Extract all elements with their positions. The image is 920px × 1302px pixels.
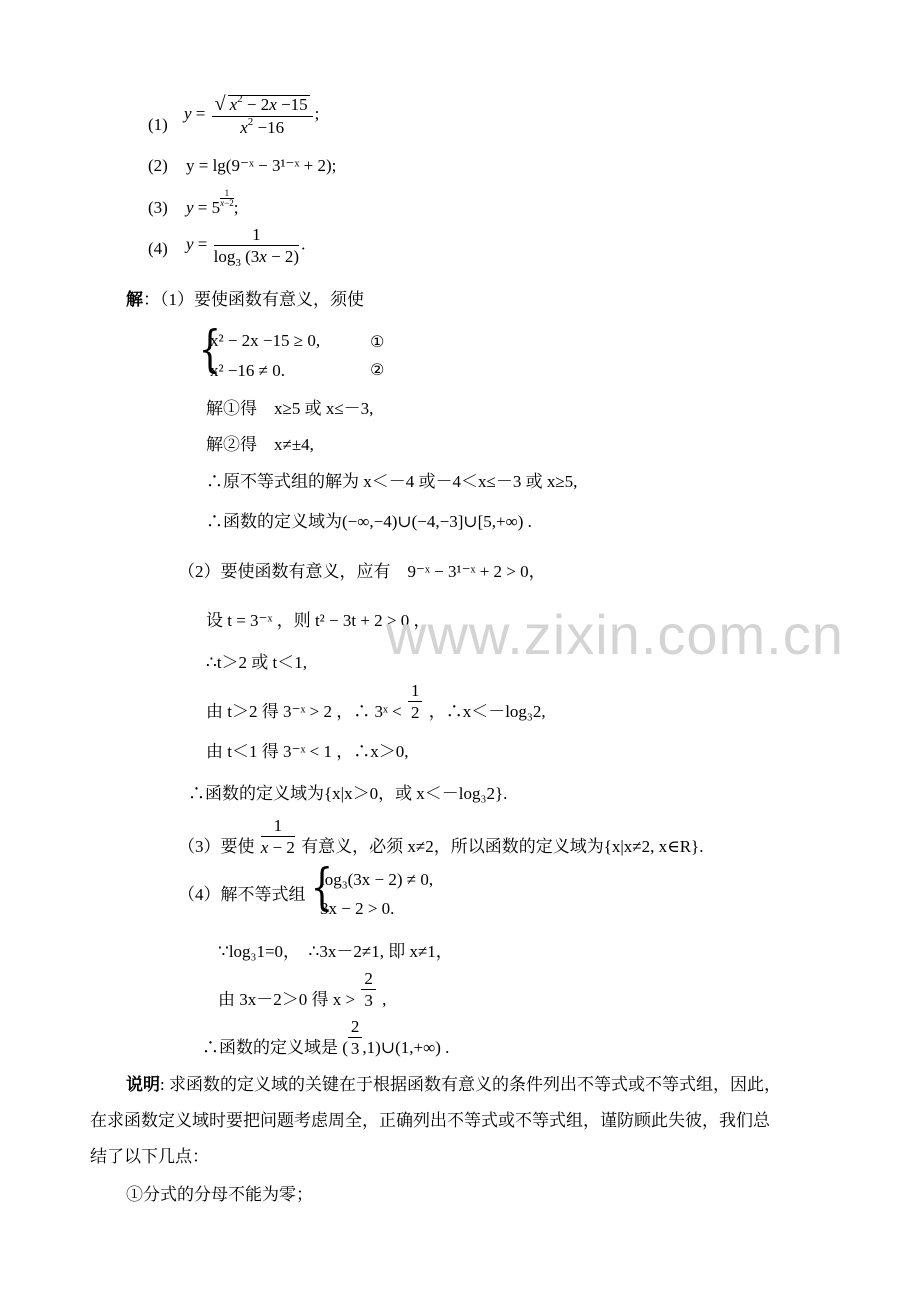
part-4-step-a: ∵log₃1=0， ∴3x－2≠1, 即 x≠1， — [218, 942, 453, 961]
problem-3-formula: y = 5 $\frac{1}{x-2}$ ; — [186, 188, 239, 217]
part-4-intro: （4）解不等式组 — [178, 885, 306, 904]
part-2-step-d: 由 t＜1 得 3⁻ˣ < 1 ，∴x＞0, — [206, 742, 409, 761]
note-item-1: ①分式的分母不能为零； — [126, 1185, 313, 1204]
part-2-step-c: 由 t＞2 得 3⁻ˣ > 2 ，∴ 3ˣ < $\frac{1}{2}$ ，∴x＜－log₃2, — [206, 681, 546, 722]
problem-2-formula: y = lg(9⁻ˣ − 3¹⁻ˣ + 2); — [186, 156, 337, 175]
problem-1-formula: y = $\frac{√ x^2 - 2x -15}{x^2 -16}$ ; — [184, 93, 320, 137]
system-1-brace: { — [198, 320, 222, 378]
step-c: ∴原不等式组的解为 x＜－4 或－4＜x≤－3 或 x≥5, — [206, 472, 578, 491]
marker-1: ① — [370, 332, 385, 351]
system-4-brace: { — [310, 858, 334, 916]
problem-2-label: (2) — [148, 156, 168, 175]
part-2-step-a: 设 t = 3⁻ˣ ，则 t² − 3t + 2 > 0 ， — [206, 611, 431, 630]
system-4-line-2: 3x − 2 > 0. — [320, 899, 395, 918]
part-4-conclusion: ∴函数的定义域是 ( $\frac{2}{3}$ ,1)∪(1,+∞) . — [202, 1017, 450, 1058]
note-line-3: 结了以下几点： — [90, 1147, 209, 1166]
solution-heading: 解 — [126, 290, 143, 309]
step-d: ∴函数的定义域为(−∞,−4)∪(−4,−3]∪[5,+∞) . — [206, 512, 532, 531]
solution-part1-intro: 解：（1）要使函数有意义，须使 — [126, 290, 364, 309]
part-3: （3）要使 $\frac{1}{x - 2}$ 有意义，必须 x≠2，所以函数的定义域为{x|x≠2, x∈R}. — [178, 816, 704, 857]
part-2-conclusion: ∴函数的定义域为{x|x＞0，或 x＜－log₃2}. — [188, 784, 508, 803]
watermark: www.zixin.com.cn — [386, 603, 844, 666]
system-4-line-1: log₃(3x − 2) ≠ 0, — [320, 870, 434, 889]
part-2-intro: （2）要使函数有意义，应有 9⁻ˣ − 3¹⁻ˣ + 2 > 0， — [178, 562, 546, 581]
system-1-line-2: x² −16 ≠ 0. — [210, 361, 286, 380]
part-4-step-b: 由 3x－2＞0 得 x > $\frac{2}{3}$ , — [218, 969, 387, 1010]
note-label: 说明 — [126, 1075, 160, 1094]
problem-4-label: (4) — [148, 239, 168, 258]
system-1-line-1: x² − 2x −15 ≥ 0, — [210, 331, 321, 350]
part-2-step-b: ∴t＞2 或 t＜1, — [206, 653, 308, 672]
marker-2: ② — [370, 360, 385, 379]
step-b: 解②得 x≠±4, — [206, 435, 314, 454]
note-line-1: 说明: 求函数的定义域的关键在于根据函数有意义的条件列出不等式或不等式组，因此， — [126, 1075, 781, 1094]
problem-3-label: (3) — [148, 198, 168, 217]
step-a: 解①得 x≥5 或 x≤－3, — [206, 399, 374, 418]
problem-1-label: (1) — [148, 115, 168, 134]
problem-4-formula: y = $\frac{1}{\log_3 (3x - 2)}$ . — [186, 225, 306, 269]
note-line-2: 在求函数定义域时要把问题考虑周全，正确列出不等式或不等式组，谨防顾此失彼，我们总 — [90, 1111, 770, 1130]
